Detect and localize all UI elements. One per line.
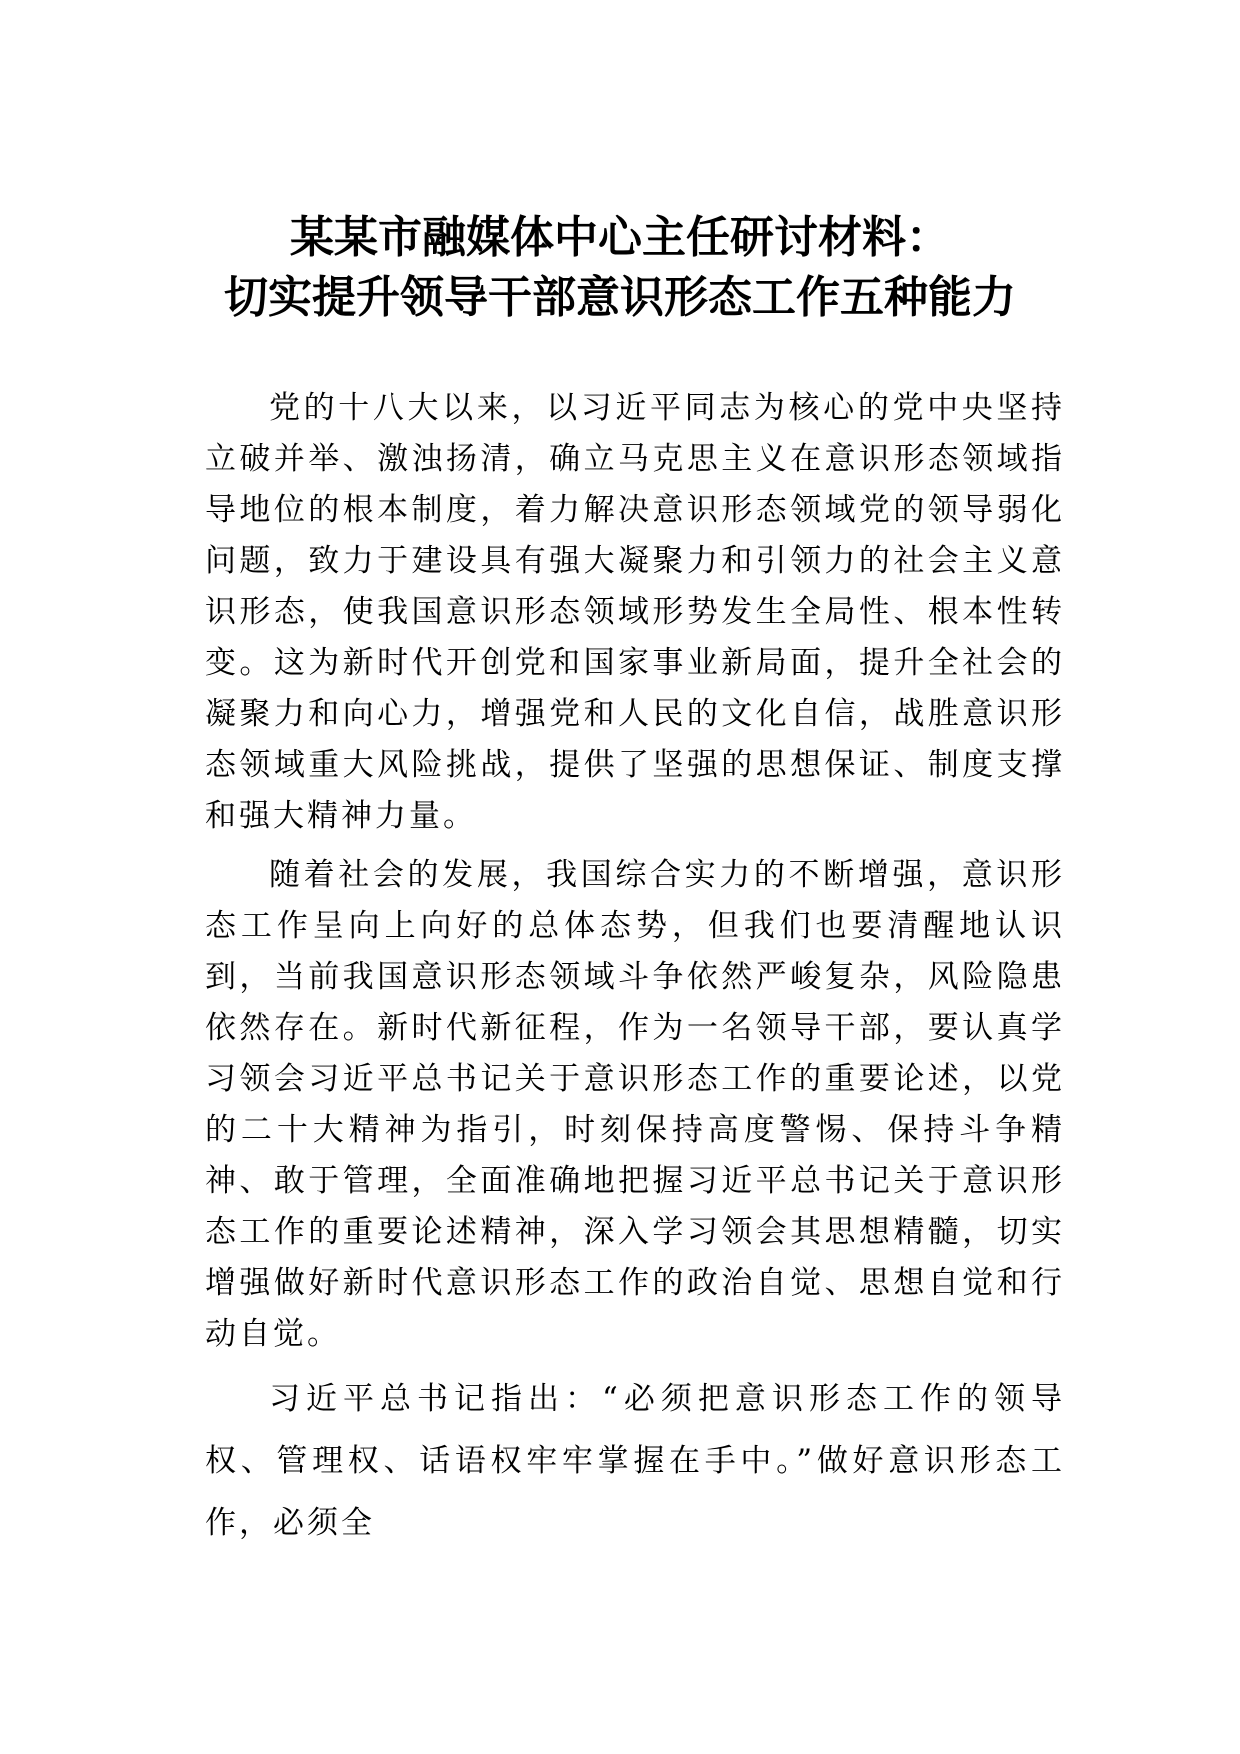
title-line-1: 某某市融媒体中心主任研讨材料： (290, 212, 950, 263)
document-title (150, 208, 1090, 328)
paragraph-3: 习近平总书记指出：“必须把意识形态工作的领导权、管理权、话语权牢牢掌握在手中。”做好意识形态工作，必须全 (205, 1381, 1065, 1541)
paragraph-1: 党的十八大以来，以习近平同志为核心的党中央坚持立破并举、激浊扬清，确立马克思主义在意识形态领域指导地位的根本制度，着力解决意识形态领域党的领导弱化问题，致力于建设具有强大凝聚力和引领力的社会主义意识形态，使我国意识形态领域形势发生全局性、根本性转变。这为新时代开创党和国家事业新局面，提升全社会的凝聚力和向心力，增强党和人民的文化自信，战胜意识形态领域重大风险挑战，提供了坚强的思想保证、制度支撑和强大精神力量。 (205, 390, 1065, 834)
title-line-2: 切实提升领导干部意识形态工作五种能力 (224, 272, 1016, 323)
document-body (205, 383, 1065, 1562)
paragraph-2: 随着社会的发展，我国综合实力的不断增强，意识形态工作呈向上向好的总体态势，但我们也要清醒地认识到，当前我国意识形态领域斗争依然严峻复杂，风险隐患依然存在。新时代新征程，作为一名领导干部，要认真学习领会习近平总书记关于意识形态工作的重要论述，以党的二十大精神为指引，时刻保持高度警惕、保持斗争精神、敢于管理，全面准确地把握习近平总书记关于意识形态工作的重要论述精神，深入学习领会其思想精髓，切实增强做好新时代意识形态工作的政治自觉、思想自觉和行动自觉。 (205, 857, 1065, 1352)
